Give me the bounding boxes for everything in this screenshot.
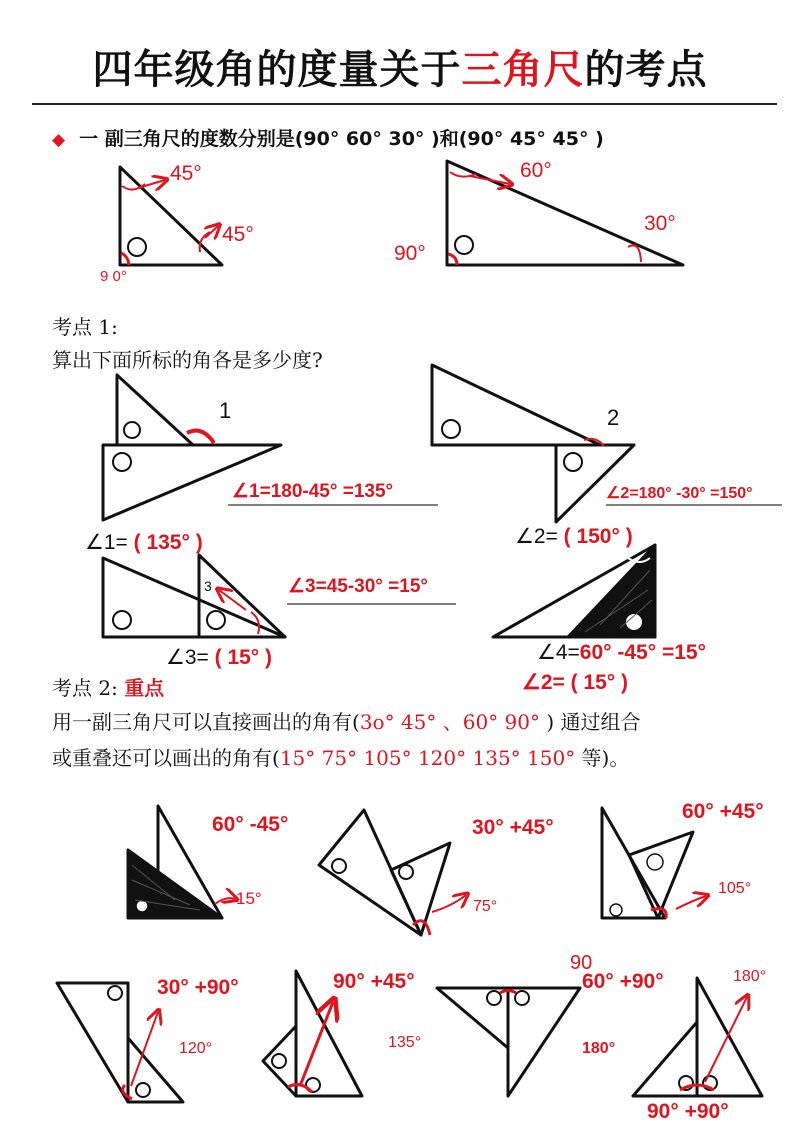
combo4-formula: 30° +90° [157, 976, 239, 999]
point1-heading: 考点 1: [52, 315, 118, 339]
combo7-result: 180° [733, 968, 767, 985]
point2-line2 [52, 742, 629, 771]
ruler-hole [442, 420, 460, 438]
fig4-answer-label: ∠4= [537, 641, 580, 664]
ruler30-right-angle: 30° [644, 212, 676, 235]
combo2-formula: 30° +45° [472, 816, 554, 839]
fig3-answer [166, 645, 272, 670]
fig4-calc: 60° -45° =15° [579, 641, 706, 664]
diamond-bullet-icon: ◆ [52, 130, 66, 150]
point1-question: 算出下面所标的角各是多少度? [52, 348, 323, 372]
combo6-formula: 60° +90° [582, 970, 664, 993]
ruler45-bottom-angle: 9 0° [100, 268, 127, 285]
fig1-triangle-45 [117, 375, 193, 445]
combo6-triangle-30 [437, 988, 508, 1048]
combo5-formula: 90° +45° [333, 970, 415, 993]
fig1-answer-value: ( 135° ) [133, 531, 203, 554]
combo5-result: 135° [388, 1034, 422, 1051]
combo6-result: 180° [582, 1040, 616, 1057]
fig2-triangle-30 [432, 365, 600, 445]
ruler30-left-angle: 90° [394, 242, 426, 265]
fig3-calc: ∠3=45-30° =15° [288, 576, 428, 597]
combo4-triangle-30 [57, 983, 128, 1102]
fig2-calc: ∠2=180° -30° =150° [606, 485, 753, 502]
ruler-hole [108, 986, 122, 1000]
ruler-hole [399, 865, 413, 879]
ruler-hole [124, 422, 140, 438]
fig3-answer-label: ∠3= [166, 646, 209, 669]
combo3-result: 105° [718, 880, 752, 897]
point2-line1-values: 3o° 45° 、60° 90° [359, 710, 547, 734]
fig3-mark: 3 [204, 578, 212, 594]
fig2-answer-value: ( 150° ) [563, 525, 633, 548]
ruler-hole [207, 611, 225, 629]
combo6-scribble: 90 [570, 952, 593, 974]
combo1-formula: 60° -45° [212, 813, 289, 836]
ruler-hole [564, 453, 582, 471]
combo2-result: 75° [473, 898, 498, 915]
fig1-answer [85, 530, 203, 555]
ruler-hole [515, 991, 529, 1005]
combo4-result: 120° [179, 1040, 213, 1057]
fig4-extra-answer: ∠2= ( 15° ) [522, 671, 629, 694]
point2-line2-before: 或重叠还可以画出的角有( [52, 746, 280, 770]
point2-heading-label: 考点 2: [52, 676, 118, 700]
point2-line1-before: 用一副三角尺可以直接画出的角有( [52, 710, 360, 734]
ruler-hole [647, 854, 663, 870]
point2-line2-after: 等)。 [575, 746, 630, 770]
title-prefix: 四年级角的度量关于 [92, 47, 462, 93]
ruler-hole [332, 859, 346, 873]
fig2-mark: 2 [607, 405, 620, 430]
ruler-hole [128, 238, 146, 256]
combo1-result: 15° [236, 889, 262, 908]
ruler30-top-angle: 60° [520, 159, 552, 182]
combo3-formula: 60° +45° [682, 800, 764, 823]
point2-heading [52, 672, 164, 701]
fig1-mark: 1 [219, 398, 232, 423]
ruler-hole [113, 611, 131, 629]
fig4-answer [537, 640, 706, 665]
point2-line1-after: ) 通过组合 [546, 710, 641, 734]
ruler-hole [487, 991, 501, 1005]
ruler-hole [455, 236, 473, 254]
ruler-hole [610, 904, 622, 916]
fig4-mark: 4 [593, 577, 601, 592]
combo2-triangle-30 [319, 810, 421, 935]
fig2-answer [515, 524, 633, 549]
ruler45-top-angle: 45° [170, 162, 202, 185]
title-suffix: 的考点 [584, 47, 708, 93]
fig3-answer-value: ( 15° ) [214, 646, 273, 669]
point2-keyword: 重点 [124, 676, 165, 700]
ruler-hole [113, 453, 131, 471]
intro-text: 一 副三角尺的度数分别是(90° 60° 30° )和(90° 45° 45° ) [79, 128, 604, 150]
point2-line1 [52, 706, 641, 735]
point2-line2-values: 15° 75° 105° 120° 135° 150° [279, 746, 576, 770]
combo7-formula: 90° +90° [647, 1100, 729, 1123]
ruler45-right-angle: 45° [222, 223, 254, 246]
fig3-triangle-45 [199, 555, 285, 637]
ruler-hole [136, 1083, 150, 1097]
fig1-answer-label: ∠1= [85, 531, 128, 554]
ruler-hole [272, 1054, 286, 1068]
fig1-calc: ∠1=180-45° =135° [232, 481, 394, 502]
fig2-answer-label: ∠2= [515, 525, 558, 548]
title-highlight: 三角尺 [461, 47, 585, 93]
combo7-triangle-left [633, 1022, 697, 1096]
